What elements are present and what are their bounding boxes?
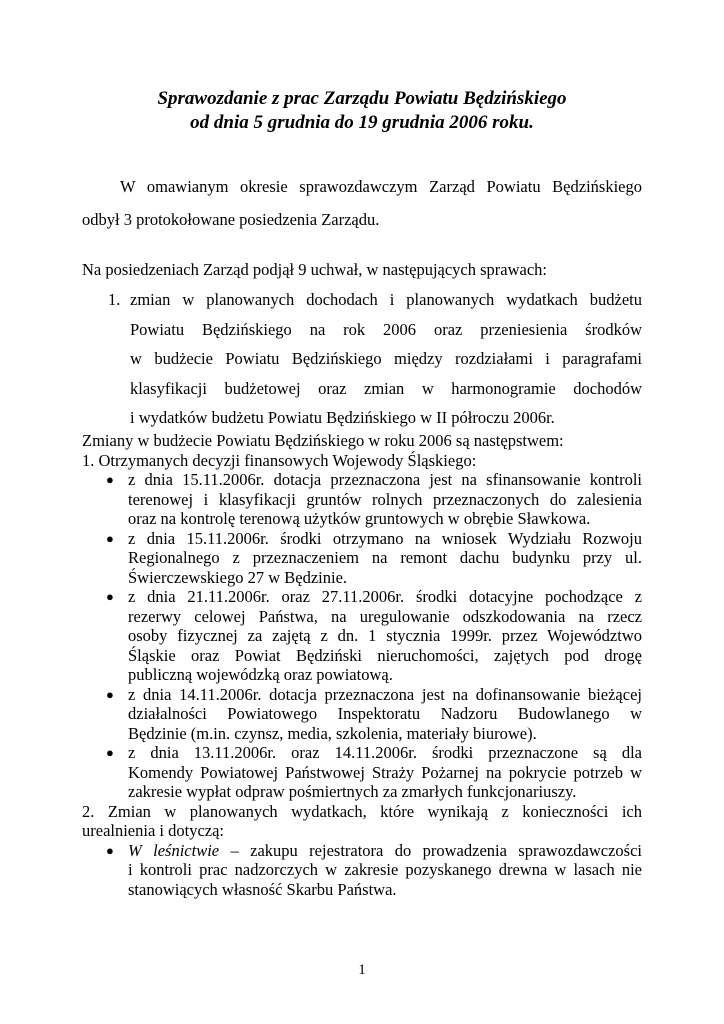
- budget-changes-section: [82, 431, 642, 899]
- bullet-line: z dnia 15.11.2006r. dotacja przeznaczona jest na sfinansowanie kontroli: [128, 470, 642, 489]
- list-item: [82, 470, 642, 529]
- resolutions-lead: Na posiedzeniach Zarząd podjął 9 uchwał, w następujących sprawach:: [82, 260, 548, 279]
- bullet-icon: ●: [106, 745, 114, 760]
- bullet-line: z dnia 15.11.2006r. środki otrzymano na wniosek Wydziału Rozwoju: [128, 528, 642, 548]
- changes-intro: Zmiany w budżecie Powiatu Będzińskiego w roku 2006 są następstwem:: [82, 431, 564, 450]
- bullet-line: publiczną wojewódzką oraz powiatową.: [128, 665, 393, 684]
- section-1-heading: 1. Otrzymanych decyzji finansowych Wojewody Śląskiego:: [82, 450, 477, 470]
- resolution-line: w budżecie Powiatu Będzińskiego między rozdziałami i paragrafami: [130, 349, 642, 368]
- bullet-line: Będzinie (m.in. czynsz, media, szkolenia, materiały biurowe).: [128, 723, 537, 743]
- bullet-line: oraz na kontrolę terenową użytków gruntowych w obrębie Sławkowa.: [128, 509, 591, 528]
- list-item: [82, 685, 642, 744]
- resolution-list-item: [108, 285, 642, 433]
- resolution-line: klasyfikacji budżetowej oraz zmian w harmonogramie dochodów: [130, 378, 642, 398]
- section-2-heading-line-2: urealnienia i dotyczą:: [82, 821, 225, 840]
- section-2-heading-line-1: 2. Zmian w planowanych wydatkach, które wynikają z konieczności ich: [82, 801, 642, 821]
- report-title-line-1: Sprawozdanie z prac Zarządu Powiatu Będzińskiego: [157, 88, 567, 109]
- bullet-line: osoby fizycznej za zajętą z dn. 1 stycznia 1999r. przez Województwo: [128, 626, 642, 645]
- resolution-line: zmian w planowanych dochodach i planowanych wydatkach budżetu: [130, 290, 642, 309]
- bullet-line: stanowiących własność Skarbu Państwa.: [128, 879, 397, 899]
- bullet-line: [128, 841, 642, 861]
- bullet-line: zakresie wypłat odpraw pośmiertnych za zmarłych funkcjonariuszy.: [128, 782, 577, 801]
- resolution-text: [130, 285, 642, 433]
- bullet-icon: ●: [106, 686, 114, 702]
- bullet-line: z dnia 21.11.2006r. oraz 27.11.2006r. środki dotacyjne pochodzące z: [128, 587, 642, 606]
- bullet-line: Komendy Powiatowej Państwowej Straży Pożarnej na pokrycie potrzeb w: [128, 762, 642, 782]
- list-item: [82, 841, 642, 900]
- bullet-line: z dnia 14.11.2006r. dotacja przeznaczona jest na dofinansowanie bieżącej: [128, 684, 642, 704]
- intro-paragraph: [82, 170, 642, 236]
- bullet-text: – zakupu rejestratora do prowadzenia sprawozdawczości: [219, 840, 642, 860]
- bullet-label: W leśnictwie: [128, 840, 220, 860]
- list-item: [82, 743, 642, 802]
- resolution-line: i wydatków budżetu Powiatu Będzińskiego w II półroczu 2006r.: [130, 408, 555, 427]
- intro-line-1: W omawianym okresie sprawozdawczym Zarząd Powiatu Będzińskiego: [120, 177, 642, 196]
- bullet-line: i kontroli prac nadzorczych w zakresie pozyskanego drewna w lasach nie: [128, 860, 642, 879]
- bullet-line: Regionalnego z przeznaczeniem na remont dachu budynku przy ul.: [128, 548, 642, 567]
- bullet-line: z dnia 13.11.2006r. oraz 14.11.2006r. środki przeznaczone są dla: [128, 743, 642, 762]
- bullet-icon: ●: [106, 842, 114, 858]
- page-number: 1: [358, 962, 366, 978]
- report-title-line-2: od dnia 5 grudnia do 19 grudnia 2006 roku.: [190, 112, 534, 133]
- intro-line-2: odbył 3 protokołowane posiedzenia Zarządu.: [82, 210, 380, 229]
- bullet-line: działalności Powiatowego Inspektoratu Nadzoru Budowlanego w: [128, 704, 642, 723]
- section-1-bullet-list: [82, 470, 642, 802]
- list-item: [82, 529, 642, 588]
- bullet-icon: ●: [106, 589, 114, 604]
- list-number: 1.: [108, 290, 121, 309]
- bullet-icon: ●: [106, 530, 114, 546]
- resolution-line: Powiatu Będzińskiego na rok 2006 oraz przeniesienia środków: [130, 319, 642, 339]
- bullet-line: Śląskie oraz Powiat Będziński nieruchomości, zajętych pod drogę: [128, 645, 642, 665]
- bullet-line: rezerwy celowej Państwa, na uregulowanie odszkodowania na rzecz: [128, 606, 642, 626]
- bullet-line: Świerczewskiego 27 w Będzinie.: [128, 567, 348, 587]
- list-item: [82, 587, 642, 685]
- bullet-icon: ●: [106, 472, 114, 487]
- section-2-bullet-list: [82, 841, 642, 900]
- bullet-line: terenowej i klasyfikacji gruntów rolnych przeznaczonych do zalesienia: [128, 489, 642, 509]
